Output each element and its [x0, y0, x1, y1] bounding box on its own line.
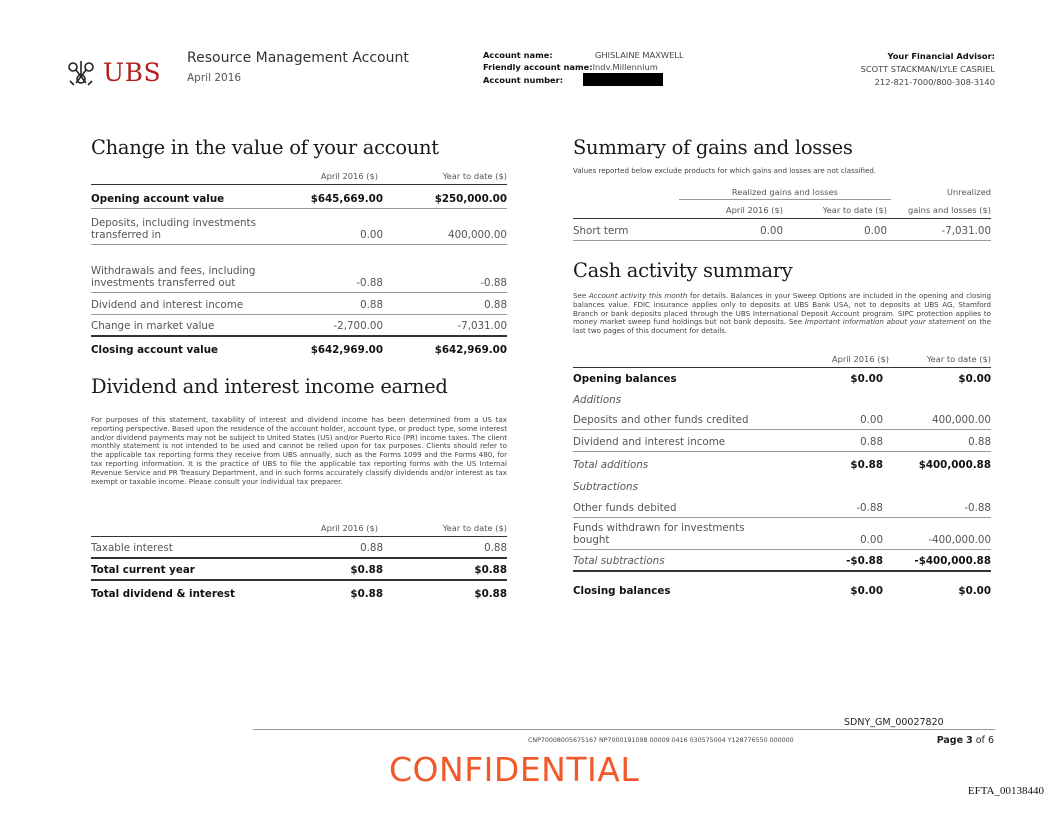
- table-row: [91, 185, 507, 209]
- table-row: [573, 496, 991, 518]
- row-value-ytd: 400,000.00: [448, 229, 507, 241]
- section-title-gains: Summary of gains and losses: [573, 136, 853, 159]
- section-title-dividend: Dividend and interest income earned: [91, 375, 448, 398]
- cash-table: [573, 349, 991, 600]
- row-value-ytd: 0.88: [484, 542, 507, 554]
- col-header-month: April 2016 ($): [320, 171, 378, 181]
- account-number-label: Account number:: [483, 75, 564, 85]
- redaction-bar: [583, 73, 663, 86]
- row-value-month: 0.88: [860, 436, 883, 448]
- table-row: [91, 315, 507, 337]
- row-value-month: $0.00: [850, 373, 883, 385]
- col-header-ytd: Year to date ($): [822, 205, 887, 215]
- gains-note: Values reported below exclude products for which gains and losses are not classified.: [573, 166, 877, 175]
- row-value-month: $642,969.00: [310, 344, 383, 356]
- col-header-month: April 2016 ($): [831, 354, 889, 364]
- row-label: Total current year: [91, 564, 195, 576]
- row-value-ytd: 0.88: [968, 436, 991, 448]
- account-name-value: GHISLAINE MAXWELL: [595, 50, 684, 60]
- row-value-month: -$0.88: [846, 555, 883, 567]
- row-label: Closing account value: [91, 344, 219, 356]
- table-row: [573, 409, 991, 430]
- col-header-ytd: Year to date ($): [442, 523, 507, 533]
- advisor-title: Your Financial Advisor:: [887, 51, 995, 61]
- col-header-month: April 2016 ($): [725, 205, 783, 215]
- efta-number: EFTA_00138440: [967, 785, 1044, 797]
- row-label: Short term: [573, 225, 629, 237]
- table-row: [573, 572, 991, 600]
- row-value-ytd: 400,000.00: [932, 414, 991, 426]
- row-value-ytd: $0.00: [958, 585, 991, 597]
- row-label: Change in market value: [91, 320, 215, 332]
- row-value-ytd: $400,000.88: [918, 459, 991, 471]
- page-of: of: [975, 735, 985, 746]
- para-link-important-info: Important information about your statement: [804, 317, 966, 327]
- table-row: [573, 452, 991, 474]
- table-row: [573, 550, 991, 572]
- col-header-realized: Realized gains and losses: [731, 187, 838, 197]
- row-value-month: -0.88: [856, 502, 883, 514]
- row-value-ytd: -0.88: [964, 502, 991, 514]
- row-value-month: $0.88: [850, 459, 883, 471]
- col-header-ytd: Year to date ($): [926, 354, 991, 364]
- row-label: Other funds debited: [573, 502, 677, 514]
- row-value-ytd: $0.88: [474, 564, 507, 576]
- row-label: Additions: [573, 394, 622, 406]
- gains-table: [573, 182, 991, 241]
- page-current: 3: [966, 735, 973, 746]
- logo-text: UBS: [103, 58, 162, 87]
- table-row: [91, 293, 507, 315]
- para-text: See: [573, 291, 587, 300]
- friendly-name-label: Friendly account name:: [483, 61, 593, 72]
- advisor-name: SCOTT STACKMAN/LYLE CASRIEL: [860, 64, 995, 74]
- row-label: Opening balances: [573, 373, 677, 385]
- col-header-ytd: Year to date ($): [442, 171, 507, 181]
- para-link-account-activity: Account activity this month: [588, 291, 688, 300]
- row-label: Opening account value: [91, 193, 225, 205]
- row-value-ytd: -$400,000.88: [914, 555, 991, 567]
- row-value-month: $0.00: [850, 585, 883, 597]
- friendly-name-value: Indv.Millennium: [592, 61, 658, 72]
- row-value-month: $0.88: [350, 564, 383, 576]
- confidential-stamp: CONFIDENTIAL: [389, 750, 640, 789]
- ubs-logo: [64, 58, 161, 87]
- row-value-month: 0.88: [360, 299, 383, 311]
- account-type-title: Resource Management Account: [187, 50, 409, 66]
- row-label: Dividend and interest income: [91, 299, 244, 311]
- advisor-phone: 212-821-7000/800-308-3140: [874, 77, 995, 87]
- bates-number: SDNY_GM_00027820: [844, 717, 944, 728]
- table-header-row: [573, 349, 991, 367]
- row-label: Total subtractions: [573, 555, 665, 567]
- para-text: for details. Balances in your Sweep Options are included in the opening and closing balances value. FDIC insurance applies only to deposits at UBS Bank USA, not to deposits at UBS AG, Stamford Branch or bank deposits placed through the UBS International Deposit Account program. SIPC protection applies to money market sweep fund holdings but not bank deposits. See: [573, 291, 991, 327]
- page-label: Page: [936, 735, 964, 746]
- row-value-month: -2,700.00: [333, 320, 383, 332]
- barcode-text: CNP70008005675167 NP7000191098 00009 0416 030575004 Y128776550 000000: [528, 737, 794, 744]
- account-name-label: Account name:: [483, 50, 553, 60]
- row-value-month: 0.00: [760, 225, 783, 237]
- section-title-change-value: Change in the value of your account: [91, 136, 439, 159]
- row-value-ytd: 0.00: [864, 225, 887, 237]
- row-value-month: 0.00: [360, 229, 383, 241]
- table-header-row: [573, 182, 991, 200]
- row-value-ytd: 0.88: [484, 299, 507, 311]
- table-row: [573, 368, 991, 388]
- table-row: [91, 209, 507, 245]
- para-text: on the last two pages of this document for details.: [573, 317, 991, 336]
- row-value-ytd: $0.00: [958, 373, 991, 385]
- dividend-table: [91, 518, 507, 603]
- row-label: Subtractions: [573, 481, 638, 493]
- table-row: [91, 537, 507, 559]
- financial-advisor: [861, 50, 995, 89]
- row-value-ytd: $642,969.00: [434, 344, 507, 356]
- row-label: Closing balances: [573, 585, 671, 597]
- page-total: 6: [987, 735, 994, 746]
- row-label: Funds withdrawn for investments bought: [573, 522, 745, 546]
- row-label: Dividend and interest income: [573, 436, 726, 448]
- table-row: [91, 337, 507, 359]
- row-label: Total additions: [573, 459, 649, 471]
- footer-divider: [253, 729, 995, 730]
- statement-period: April 2016: [187, 72, 242, 84]
- row-value-month: -0.88: [356, 277, 383, 289]
- row-value-ytd: $0.88: [474, 588, 507, 600]
- page-number: [937, 735, 994, 746]
- table-row: [91, 245, 507, 293]
- table-row: [573, 518, 991, 550]
- change-value-table: [91, 166, 507, 359]
- row-value-ytd: -400,000.00: [928, 534, 991, 546]
- cash-paragraph: [573, 292, 991, 336]
- table-row: [91, 581, 507, 603]
- row-value-ytd: -0.88: [480, 277, 507, 289]
- row-value-ytd: $250,000.00: [434, 193, 507, 205]
- account-info: [483, 50, 684, 87]
- table-row: [573, 388, 991, 409]
- keys-icon: [64, 59, 98, 87]
- col-header-unrealized: Unrealized: [946, 187, 991, 197]
- row-value-month: 0.00: [860, 414, 883, 426]
- table-row: [573, 219, 991, 241]
- table-header-row: [91, 166, 507, 184]
- row-label: Deposits, including investments transferred in: [91, 217, 256, 241]
- dividend-paragraph: For purposes of this statement, taxability of interest and dividend income has been determined from a US tax reporting perspective. Based upon the residence of the account holder, account type, or product type, some interest and/or dividend payments may not be subject to United States (US) and/or Puerto Rico (PR) income taxes. The client monthly statement is not intended to be used and cannot be relied upon for tax purposes. Clients should refer to the applicable tax reporting forms they receive from UBS annually, such as the Forms 1099 and the Forms 480, for tax reporting information. It is the practice of UBS to file the applicable tax reporting forms with the US Internal Revenue Service and PR Treasury Department, and in such forms accurately classify dividends and/or interest as tax exempt or taxable income. Please consult your individual tax preparer.: [91, 415, 507, 486]
- table-header-row: [573, 200, 991, 218]
- section-title-cash: Cash activity summary: [573, 259, 793, 282]
- row-label: Total dividend & interest: [91, 588, 235, 600]
- row-value-month: $645,669.00: [310, 193, 383, 205]
- table-row: [573, 430, 991, 452]
- row-label: Deposits and other funds credited: [573, 414, 749, 426]
- table-row: [91, 559, 507, 581]
- col-header-unrealized-gl: gains and losses ($): [908, 205, 991, 215]
- col-header-month: April 2016 ($): [320, 523, 378, 533]
- row-value-month: $0.88: [350, 588, 383, 600]
- row-value-month: 0.88: [360, 542, 383, 554]
- row-label: Taxable interest: [91, 542, 173, 554]
- table-row: [573, 474, 991, 496]
- row-value-month: 0.00: [860, 534, 883, 546]
- row-value-unrealized: -7,031.00: [941, 225, 991, 237]
- row-value-ytd: -7,031.00: [457, 320, 507, 332]
- row-label: Withdrawals and fees, including investments transferred out: [91, 265, 256, 289]
- table-header-row: [91, 518, 507, 536]
